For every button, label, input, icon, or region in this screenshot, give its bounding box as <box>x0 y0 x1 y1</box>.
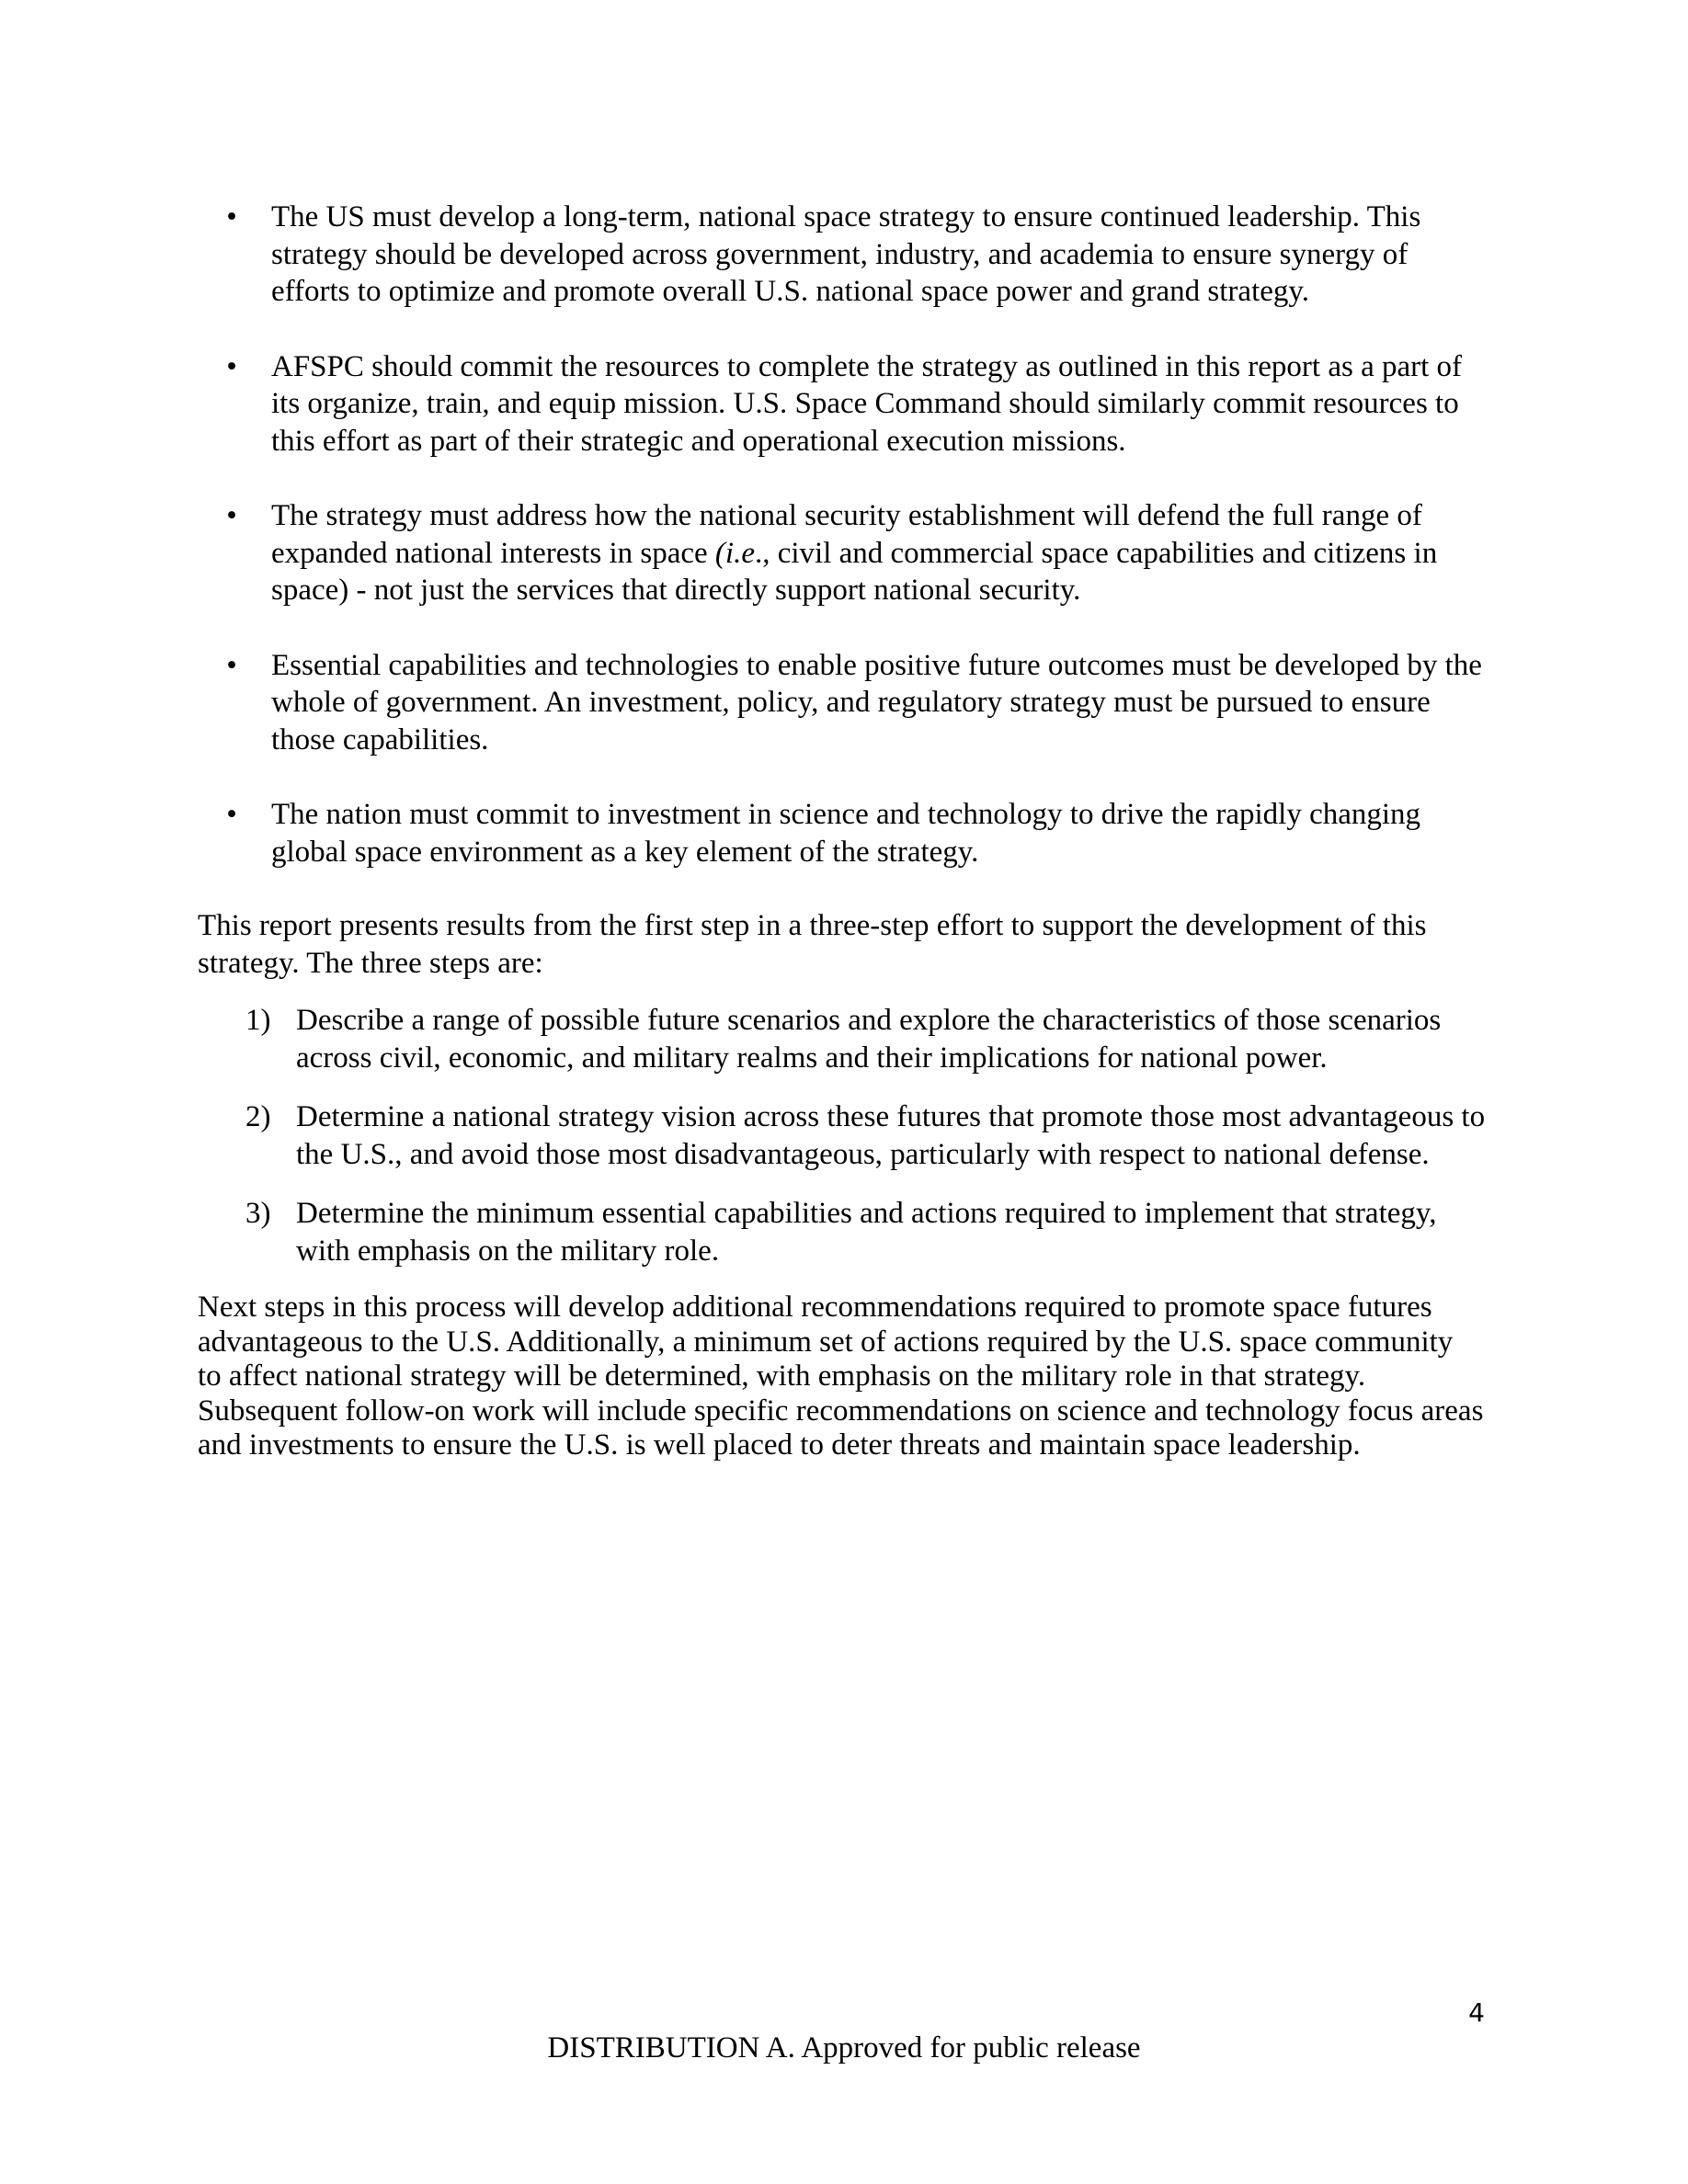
step-number: 3) <box>245 1197 271 1230</box>
list-item-text-line: ., civil and commercial space capabilities and citizens in <box>754 536 1438 570</box>
recommendation-list <box>198 199 1489 870</box>
list-item-text-line: AFSPC should commit the resources to complete the strategy as outlined in this report as a part of <box>271 349 1463 383</box>
bullet-icon: • <box>226 798 237 831</box>
list-item-text-line: The strategy must address how the national security establishment will defend the full range of <box>271 499 1422 532</box>
list-item-text-line: Essential capabilities and technologies to enable positive future outcomes must be developed by the <box>271 648 1482 682</box>
list-item-text-line: this effort as part of their strategic and operational execution missions. <box>271 424 1126 458</box>
closing-paragraph <box>198 1291 1489 1463</box>
step-item <box>198 1098 1489 1173</box>
bullet-icon: • <box>226 648 237 682</box>
step-item <box>198 1195 1489 1269</box>
paragraph-line: This report presents results from the first step in a three-step effort to support the development of this <box>198 909 1427 942</box>
intro-paragraph <box>198 907 1489 982</box>
paragraph-line: advantageous to the U.S. Additionally, a minimum set of actions required by the U.S. space community <box>198 1325 1454 1359</box>
bullet-icon: • <box>226 499 237 532</box>
step-text-line: across civil, economic, and military realms and their implications for national power. <box>296 1041 1328 1075</box>
page-number: 4 <box>1468 1997 1485 2028</box>
list-item-text-line: strategy should be developed across government, industry, and academia to ensure synergy of <box>271 237 1409 271</box>
list-item-text-line: The nation must commit to investment in science and technology to drive the rapidly changing <box>271 798 1421 831</box>
paragraph-line: to affect national strategy will be determined, with emphasis on the military role in that strategy. <box>198 1359 1366 1393</box>
list-item-text-line: space) - not just the services that directly support national security. <box>271 574 1081 607</box>
page-content <box>198 199 1489 1463</box>
distribution-footer: DISTRIBUTION A. Approved for public release <box>547 2031 1141 2065</box>
step-text-line: Determine a national strategy vision across these futures that promote those most advantageous to <box>296 1100 1486 1133</box>
list-item-text-line: The US must develop a long-term, national space strategy to ensure continued leadership. This <box>271 200 1421 233</box>
bullet-icon: • <box>226 200 237 233</box>
italic-abbreviation: (i.e <box>714 536 755 570</box>
list-item-text-line: global space environment as a key element of the strategy. <box>271 835 979 869</box>
list-item <box>198 647 1489 759</box>
list-item <box>198 497 1489 609</box>
list-item-text-line: its organize, train, and equip mission. U.S. Space Command should similarly commit resources to <box>271 387 1459 420</box>
list-item-text-line: efforts to optimize and promote overall U.S. national space power and grand strategy. <box>271 275 1309 308</box>
step-text-line: Describe a range of possible future scenarios and explore the characteristics of those scenarios <box>296 1004 1442 1037</box>
list-item <box>198 199 1489 311</box>
paragraph-line: and investments to ensure the U.S. is well placed to deter threats and maintain space leadership. <box>198 1428 1361 1462</box>
step-text-line: the U.S., and avoid those most disadvantageous, particularly with respect to national defense. <box>296 1137 1430 1171</box>
step-number: 1) <box>245 1004 271 1037</box>
paragraph-line: Next steps in this process will develop additional recommendations required to promote space futures <box>198 1291 1432 1324</box>
step-text-line: with emphasis on the military role. <box>296 1234 720 1268</box>
step-text-line: Determine the minimum essential capabilities and actions required to implement that strategy, <box>296 1197 1437 1230</box>
list-item-text-line: those capabilities. <box>271 722 489 756</box>
steps-list <box>198 1002 1489 1269</box>
paragraph-line: Subsequent follow-on work will include specific recommendations on science and technology focus areas <box>198 1393 1484 1428</box>
list-item-text-line: whole of government. An investment, policy, and regulatory strategy must be pursued to ensure <box>271 686 1431 719</box>
step-item <box>198 1002 1489 1076</box>
list-item <box>198 796 1489 870</box>
step-number: 2) <box>245 1100 271 1133</box>
bullet-icon: • <box>226 349 237 383</box>
list-item-text-line: expanded national interests in space <box>271 536 715 570</box>
paragraph-line: strategy. The three steps are: <box>198 946 543 980</box>
list-item <box>198 348 1489 461</box>
